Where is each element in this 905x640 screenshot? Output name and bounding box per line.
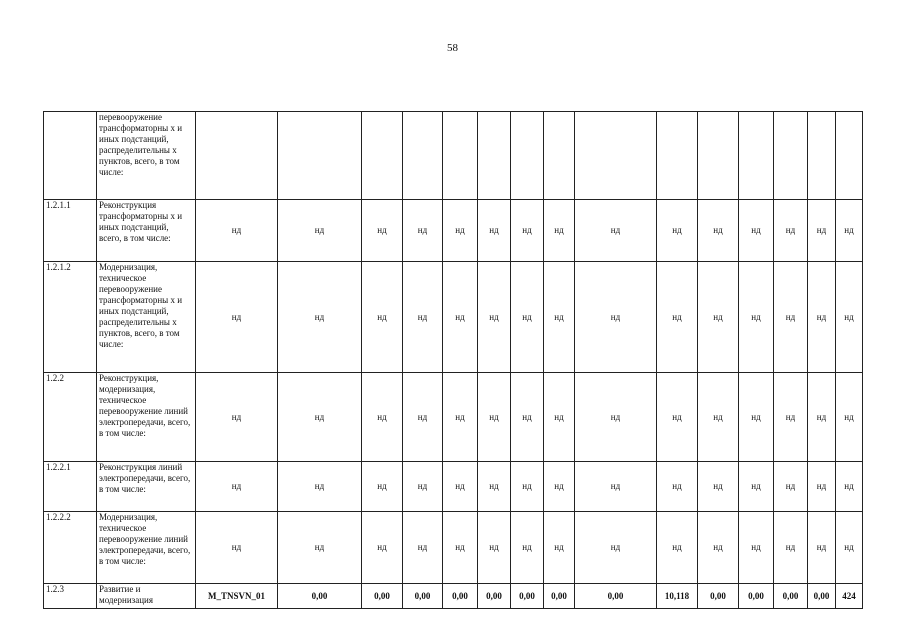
value-cell: нд	[657, 262, 698, 373]
value-cell: 0,00	[575, 584, 657, 609]
value-cell	[698, 112, 739, 200]
value-cell: нд	[836, 373, 863, 462]
investment-program-table	[43, 111, 863, 609]
value-cell	[443, 112, 478, 200]
value-cell: нд	[478, 200, 511, 262]
value-cell: нд	[403, 200, 443, 262]
value-cell: нд	[657, 373, 698, 462]
value-cell: нд	[443, 373, 478, 462]
value-cell: нд	[739, 200, 774, 262]
value-cell: нд	[575, 200, 657, 262]
value-cell: 424	[836, 584, 863, 609]
value-cell: нд	[278, 462, 362, 512]
value-cell	[278, 112, 362, 200]
value-cell: нд	[511, 512, 544, 584]
table-row	[44, 373, 863, 462]
value-cell: нд	[698, 512, 739, 584]
row-code-cell	[44, 112, 97, 200]
value-cell: нд	[575, 462, 657, 512]
value-cell: нд	[739, 512, 774, 584]
row-code-cell: 1.2.2	[44, 373, 97, 462]
value-cell: 0,00	[698, 584, 739, 609]
value-cell: нд	[774, 200, 808, 262]
value-cell: нд	[443, 200, 478, 262]
value-cell: нд	[544, 373, 575, 462]
value-cell	[544, 112, 575, 200]
value-cell: нд	[196, 373, 278, 462]
value-cell: нд	[478, 512, 511, 584]
value-cell: нд	[511, 262, 544, 373]
value-cell: 0,00	[403, 584, 443, 609]
value-cell: нд	[403, 462, 443, 512]
value-cell: нд	[698, 373, 739, 462]
value-cell: нд	[196, 462, 278, 512]
value-cell: нд	[808, 373, 836, 462]
value-cell: нд	[657, 200, 698, 262]
value-cell: нд	[196, 512, 278, 584]
value-cell: нд	[836, 512, 863, 584]
value-cell: 0,00	[808, 584, 836, 609]
value-cell: нд	[657, 512, 698, 584]
value-cell	[808, 112, 836, 200]
value-cell: нд	[278, 262, 362, 373]
value-cell: нд	[403, 373, 443, 462]
value-cell: нд	[511, 462, 544, 512]
value-cell: нд	[836, 200, 863, 262]
table-row	[44, 200, 863, 262]
value-cell: нд	[278, 373, 362, 462]
table-row	[44, 112, 863, 200]
value-cell: 0,00	[544, 584, 575, 609]
value-cell: 0,00	[443, 584, 478, 609]
value-cell: нд	[362, 200, 403, 262]
page-number: 58	[447, 42, 458, 54]
value-cell: нд	[278, 512, 362, 584]
row-code-cell: 1.2.1.1	[44, 200, 97, 262]
value-cell: нд	[774, 462, 808, 512]
value-cell: нд	[362, 462, 403, 512]
value-cell: нд	[739, 462, 774, 512]
value-cell: нд	[196, 200, 278, 262]
value-cell	[739, 112, 774, 200]
value-cell: нд	[403, 512, 443, 584]
value-cell: нд	[657, 462, 698, 512]
row-name-cell: Модернизация, техническое перевооружение трансформаторны х и иных подстанций, распределительны х пунктов, всего, в том числе:	[97, 262, 196, 373]
row-name-cell: Модернизация, техническое перевооружение линий электропередачи, всего, в том числе:	[97, 512, 196, 584]
value-cell: 0,00	[739, 584, 774, 609]
value-cell: M_TNSVN_01	[196, 584, 278, 609]
value-cell: нд	[575, 373, 657, 462]
value-cell: 0,00	[362, 584, 403, 609]
value-cell	[362, 112, 403, 200]
row-name-cell: Реконструкция линий электропередачи, всего, в том числе:	[97, 462, 196, 512]
value-cell: нд	[739, 373, 774, 462]
value-cell	[774, 112, 808, 200]
value-cell: нд	[575, 512, 657, 584]
value-cell: нд	[196, 262, 278, 373]
value-cell: нд	[478, 262, 511, 373]
row-code-cell: 1.2.1.2	[44, 262, 97, 373]
value-cell: нд	[739, 262, 774, 373]
value-cell: нд	[362, 512, 403, 584]
value-cell: нд	[698, 200, 739, 262]
value-cell: нд	[443, 512, 478, 584]
row-name-cell: перевооружение трансформаторны х и иных подстанций, распределительны х пунктов, всего, в том числе:	[97, 112, 196, 200]
value-cell: нд	[278, 200, 362, 262]
value-cell: нд	[808, 262, 836, 373]
value-cell: нд	[544, 262, 575, 373]
value-cell: нд	[808, 200, 836, 262]
row-code-cell: 1.2.2.1	[44, 462, 97, 512]
value-cell: нд	[511, 200, 544, 262]
value-cell: 0,00	[511, 584, 544, 609]
value-cell: 0,00	[774, 584, 808, 609]
value-cell: нд	[443, 462, 478, 512]
value-cell: нд	[836, 262, 863, 373]
value-cell: нд	[575, 262, 657, 373]
value-cell	[196, 112, 278, 200]
row-code-cell: 1.2.2.2	[44, 512, 97, 584]
value-cell: нд	[836, 462, 863, 512]
value-cell: нд	[774, 512, 808, 584]
value-cell	[575, 112, 657, 200]
table-row	[44, 262, 863, 373]
value-cell: нд	[362, 373, 403, 462]
value-cell: нд	[698, 462, 739, 512]
row-name-cell: Реконструкция, модернизация, техническое перевооружение линий электропередачи, всего, в том числе:	[97, 373, 196, 462]
value-cell: 0,00	[478, 584, 511, 609]
value-cell: 10,118	[657, 584, 698, 609]
value-cell: нд	[478, 462, 511, 512]
value-cell	[511, 112, 544, 200]
table-row	[44, 512, 863, 584]
value-cell: нд	[544, 462, 575, 512]
value-cell: нд	[544, 512, 575, 584]
value-cell	[657, 112, 698, 200]
value-cell: нд	[774, 373, 808, 462]
value-cell: нд	[443, 262, 478, 373]
value-cell: нд	[511, 373, 544, 462]
value-cell	[836, 112, 863, 200]
table-row	[44, 462, 863, 512]
row-name-cell: Реконструкция трансформаторны х и иных подстанций, всего, в том числе:	[97, 200, 196, 262]
value-cell	[478, 112, 511, 200]
value-cell: нд	[478, 373, 511, 462]
value-cell: нд	[403, 262, 443, 373]
value-cell: нд	[362, 262, 403, 373]
table-row	[44, 584, 863, 609]
row-name-cell: Развитие и модернизация	[97, 584, 196, 609]
value-cell: нд	[808, 512, 836, 584]
value-cell: нд	[774, 262, 808, 373]
row-code-cell: 1.2.3	[44, 584, 97, 609]
value-cell: нд	[698, 262, 739, 373]
value-cell: 0,00	[278, 584, 362, 609]
value-cell: нд	[544, 200, 575, 262]
value-cell: нд	[808, 462, 836, 512]
value-cell	[403, 112, 443, 200]
